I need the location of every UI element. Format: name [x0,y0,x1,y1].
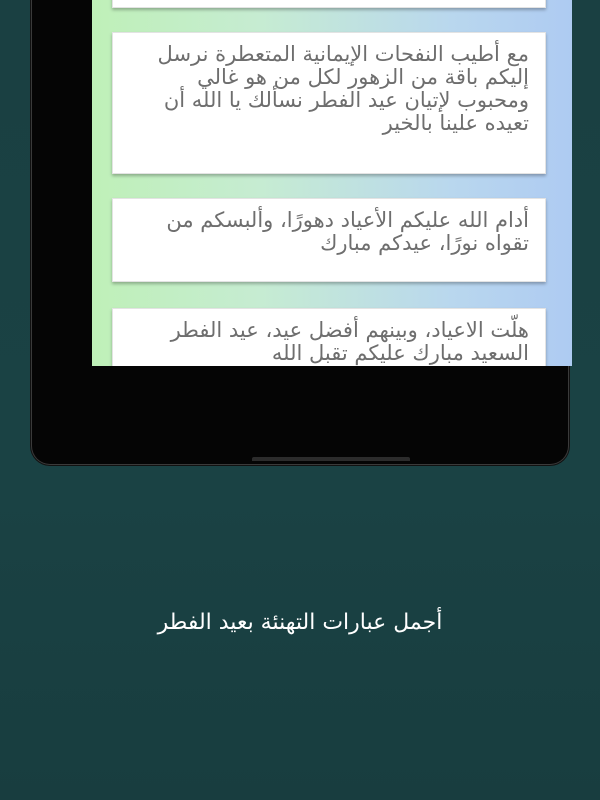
promo-caption: أجمل عبارات التهنئة بعيد الفطر [157,610,443,635]
message-text: مع أطيب النفحات الإيمانية المتعطرة نرسل إليكم باقة من الزهور لكل من هو غالي ومحبوب لإتيان عيد الفطر نسألك يا الله أن تعيده علينا بالخير [157,42,529,135]
app-screen [92,0,572,366]
message-card[interactable] [112,308,546,366]
device-home-indicator [252,457,410,461]
message-text: أدام الله عليكم الأعياد دهورًا، وألبسكم من تقواه نورًا، عيدكم مبارك [166,208,529,255]
message-card[interactable] [112,32,546,174]
message-card[interactable] [112,198,546,282]
phone-device-frame [32,0,568,464]
message-text: هلّت الاعياد، وبينهم أفضل عيد، عيد الفطر السعيد مبارك عليكم تقبل الله [170,318,529,365]
message-card[interactable] [112,0,546,8]
